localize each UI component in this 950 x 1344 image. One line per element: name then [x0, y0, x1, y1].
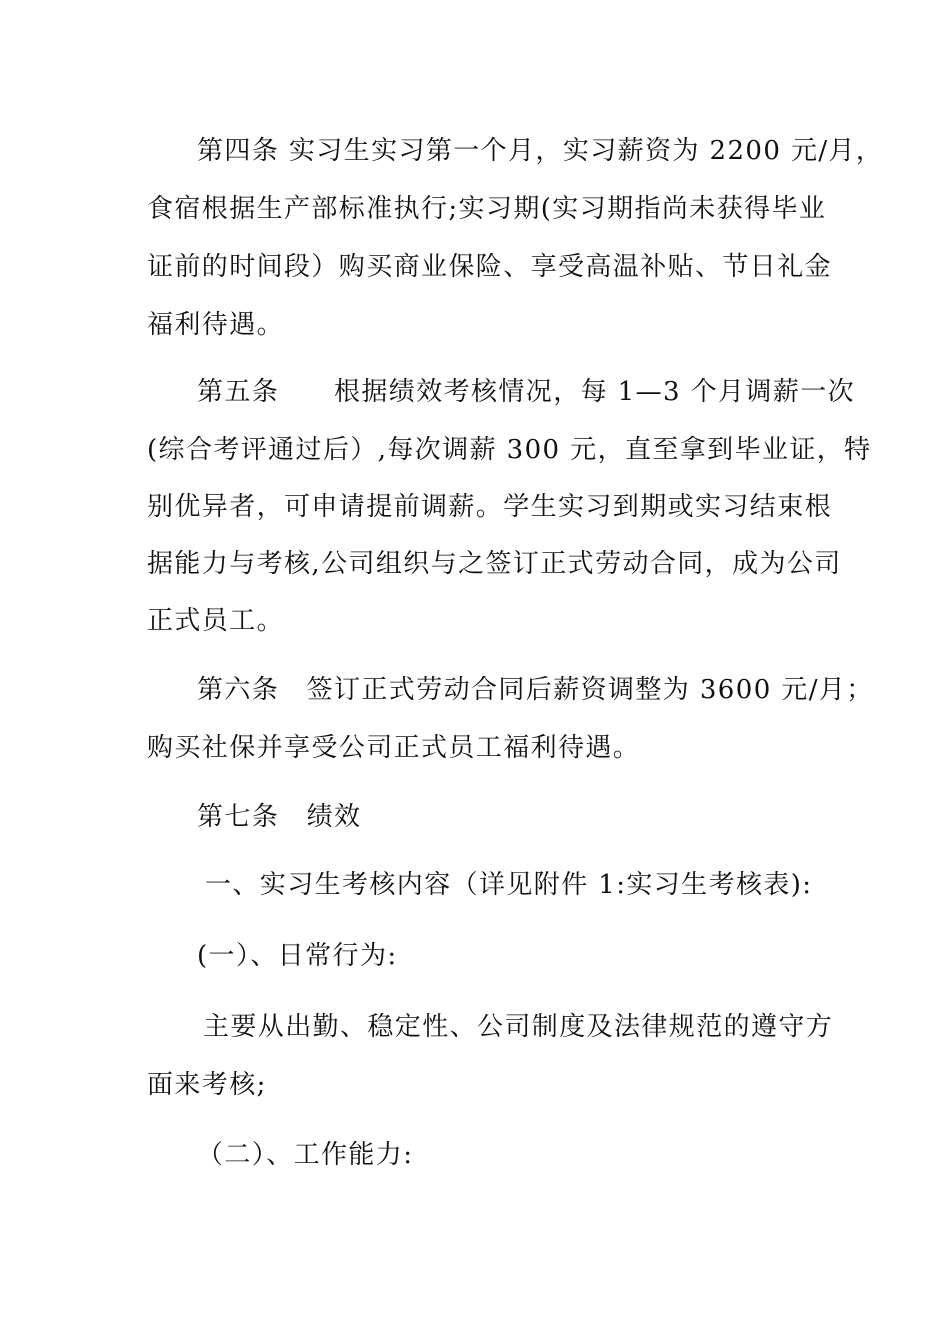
subsection-1-body-line-2: 面来考核; — [147, 1070, 267, 1100]
article-7-heading: 第七条 绩效 — [197, 802, 362, 832]
article-4-line-1: 第四条 实习生实习第一个月，实习薪资为 2200 元/月， — [197, 136, 884, 166]
subsection-2-heading: （二）、工作能力: — [197, 1140, 414, 1170]
article-4-line-3: 证前的时间段）购买商业保险、享受高温补贴、节日礼金 — [147, 252, 833, 282]
article-4-line-4: 福利待遇。 — [147, 310, 285, 340]
article-5-line-4: 据能力与考核,公司组织与之签订正式劳动合同，成为公司 — [147, 549, 842, 579]
article-5-line-2: (综合考评通过后）,每次调薪 300 元，直至拿到毕业证，特 — [147, 435, 872, 465]
subsection-1-heading: (一）、日常行为: — [197, 941, 398, 971]
subsection-1-body-line-1: 主要从出勤、稳定性、公司制度及法律规范的遵守方 — [203, 1012, 834, 1042]
article-5-line-1: 第五条 根据绩效考核情况，每 1—3 个月调薪一次 — [197, 377, 856, 407]
article-6-line-1: 第六条 签订正式劳动合同后薪资调整为 3600 元/月； — [197, 675, 874, 705]
article-6-line-2: 购买社保并享受公司正式员工福利待遇。 — [147, 733, 641, 763]
article-4-line-2: 食宿根据生产部标准执行;实习期(实习期指尚未获得毕业 — [147, 194, 827, 224]
article-5-line-3: 别优异者，可申请提前调薪。学生实习到期或实习结束根 — [147, 492, 833, 522]
article-5-line-5: 正式员工。 — [147, 606, 285, 636]
section-1-heading: 一、实习生考核内容（详见附件 1:实习生考核表): — [205, 870, 813, 900]
